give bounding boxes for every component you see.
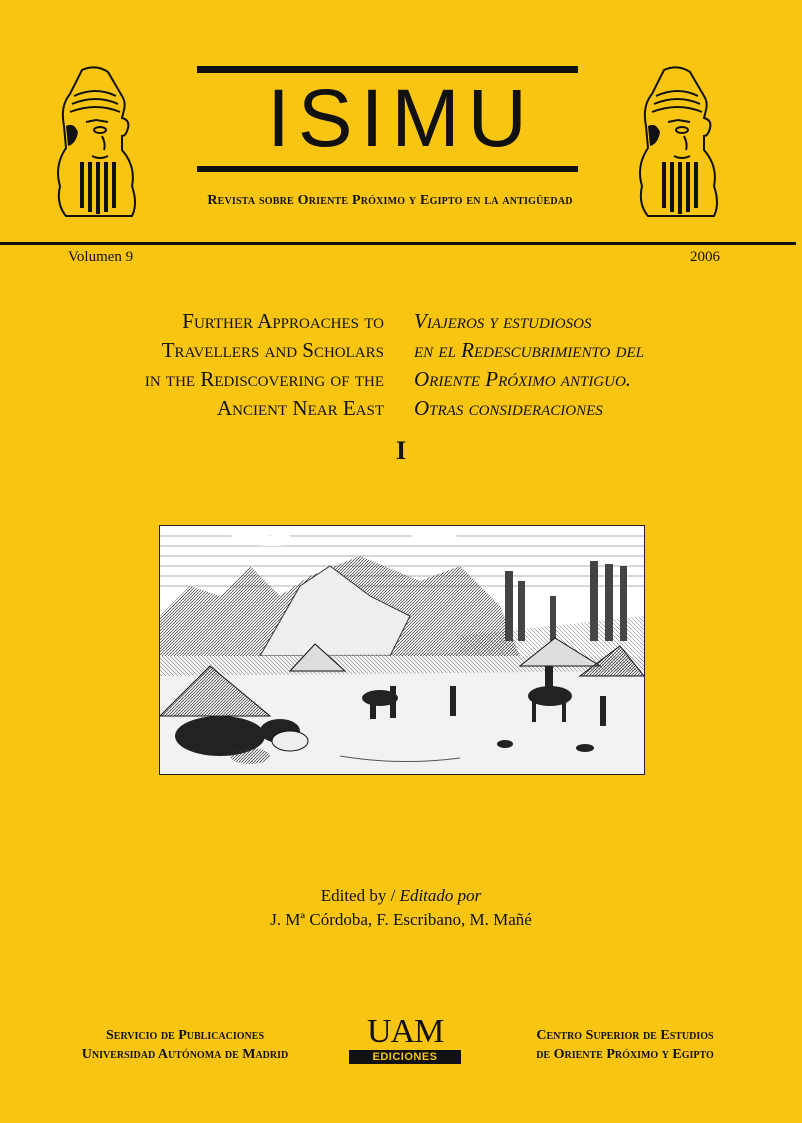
title-es-line: en el Redescubrimiento del bbox=[414, 338, 644, 362]
edited-by-es: Editado por bbox=[399, 886, 482, 905]
logo-ediciones-bar: EDICIONES bbox=[349, 1050, 461, 1064]
header-divider bbox=[0, 242, 796, 245]
part-number: I bbox=[395, 436, 407, 465]
title-spanish bbox=[414, 307, 744, 423]
publisher-right-line: Centro Superior de Estudios bbox=[536, 1028, 714, 1043]
title-en-line: in the Rediscovering of the bbox=[144, 367, 384, 391]
editors-block bbox=[0, 884, 802, 932]
edited-by-line bbox=[0, 884, 802, 908]
title-es-line: Otras consideraciones bbox=[414, 396, 603, 420]
journal-subtitle: Revista sobre Oriente Próximo y Egipto en la antigüedad bbox=[207, 193, 573, 208]
title-es-line: Oriente Próximo antiguo. bbox=[414, 367, 632, 391]
publisher-right-line: de Oriente Próximo y Egipto bbox=[536, 1047, 714, 1062]
volume-label: Volumen 9 bbox=[68, 249, 134, 265]
title-en-line: Ancient Near East bbox=[217, 396, 384, 420]
editor-names: J. Mª Córdoba, F. Escribano, M. Mañé bbox=[270, 910, 532, 929]
title-english bbox=[54, 307, 384, 423]
title-en-line: Travellers and Scholars bbox=[161, 338, 384, 362]
publisher-left bbox=[50, 1026, 320, 1064]
title-en-line: Further Approaches to bbox=[182, 309, 384, 333]
title-top-rule bbox=[197, 66, 578, 73]
year-label: 2006 bbox=[690, 249, 720, 265]
title-bottom-rule bbox=[197, 166, 578, 172]
uam-ediciones-logo bbox=[349, 1014, 461, 1066]
publisher-left-line: Servicio de Publicaciones bbox=[105, 1028, 264, 1043]
engraving-svg bbox=[160, 526, 644, 774]
edited-by-en: Edited by / bbox=[320, 886, 396, 905]
assyrian-head-left-icon bbox=[52, 66, 138, 218]
logo-uam-text: UAM bbox=[367, 1013, 444, 1050]
publisher-left-line: Universidad Autónoma de Madrid bbox=[81, 1047, 289, 1062]
publisher-right bbox=[480, 1026, 770, 1064]
title-es-line: Viajeros y estudiosos bbox=[414, 309, 592, 333]
caravan-engraving-image bbox=[159, 525, 645, 775]
journal-title: ISIMU bbox=[267, 73, 535, 164]
assyrian-head-right-icon bbox=[634, 66, 720, 218]
